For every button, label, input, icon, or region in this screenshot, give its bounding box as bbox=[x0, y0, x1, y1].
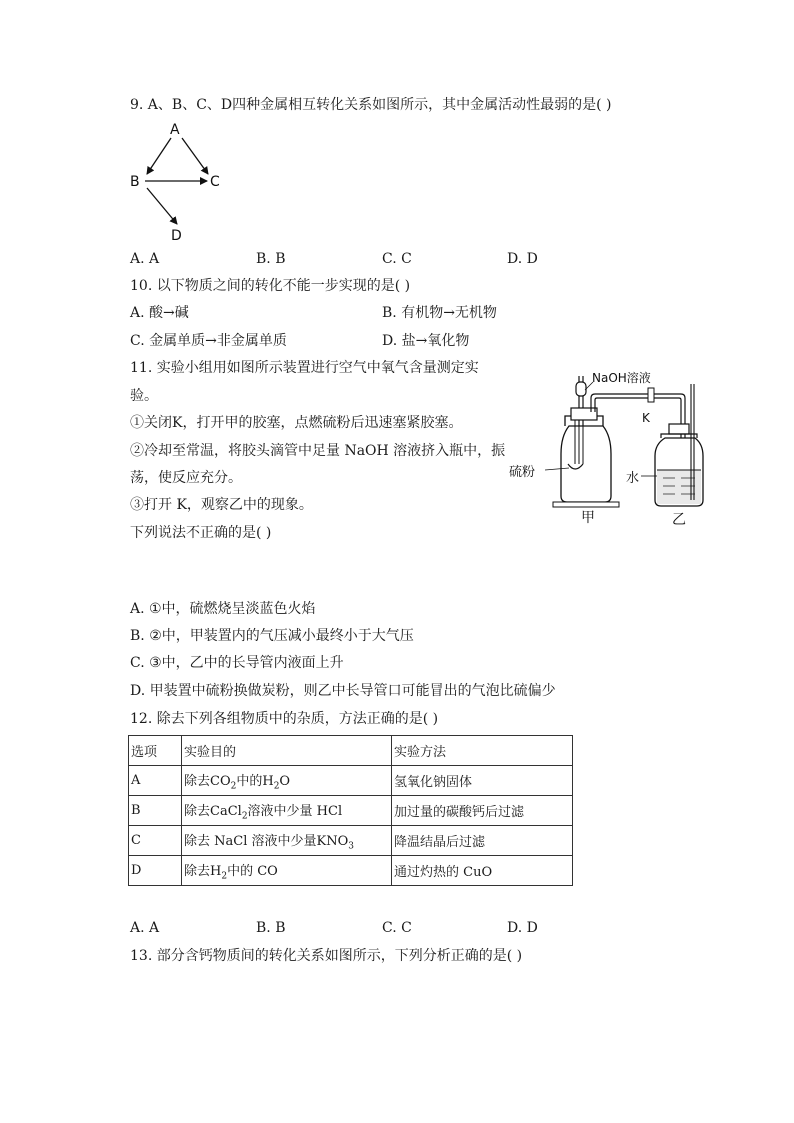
q11-step3: ③打开 K，观察乙中的现象。 bbox=[130, 497, 313, 513]
table-header-row bbox=[129, 736, 573, 766]
header-option: 选项 bbox=[129, 736, 182, 766]
q9-option-a[interactable]: A. A bbox=[130, 251, 160, 267]
row-method: 通过灼热的 CuO bbox=[392, 856, 573, 886]
row-purpose: 除去CaCl$_2$溶液中少量 HCl bbox=[182, 796, 392, 826]
q9-node-d: D bbox=[171, 228, 182, 244]
row-method: 加过量的碳酸钙后过滤 bbox=[392, 796, 573, 826]
q11-stem-line2: 验。 bbox=[130, 388, 158, 404]
q10-option-c[interactable]: C. 金属单质→非金属单质 bbox=[130, 333, 287, 349]
q13-stem: 13. 部分含钙物质间的转化关系如图所示，下列分析正确的是( ) bbox=[130, 948, 523, 964]
q11-option-d[interactable]: D. 甲装置中硫粉换做炭粉，则乙中长导管口可能冒出的气泡比硫偏少 bbox=[130, 683, 556, 699]
q12-stem: 12. 除去下列各组物质中的杂质，方法正确的是( ) bbox=[130, 711, 439, 727]
row-purpose: 除去$CO_2$中的$H_2O$ bbox=[182, 766, 392, 796]
header-method: 实验方法 bbox=[392, 736, 573, 766]
q9-node-b: B bbox=[130, 174, 140, 190]
q12-option-b[interactable]: B. B bbox=[256, 920, 286, 936]
q9-stem: 9. A、B、C、D四种金属相互转化关系如图所示，其中金属活动性最弱的是( ) bbox=[130, 97, 612, 113]
q12-option-a[interactable]: A. A bbox=[130, 920, 160, 936]
q10-stem: 10. 以下物质之间的转化不能一步实现的是( ) bbox=[130, 278, 411, 294]
q11-jia-label: 甲 bbox=[581, 510, 595, 526]
q11-k-label: K bbox=[642, 411, 650, 425]
q9-node-a: A bbox=[170, 122, 180, 138]
arrow-a-to-c bbox=[182, 138, 208, 174]
row-method: 降温结晶后过滤 bbox=[392, 826, 573, 856]
q11-step1: ①关闭K，打开甲的胶塞，点燃硫粉后迅速塞紧胶塞。 bbox=[130, 415, 463, 431]
q11-sulfur-label: 硫粉 bbox=[509, 465, 536, 480]
row-option: C bbox=[129, 826, 182, 856]
arrow-b-to-d bbox=[147, 188, 177, 224]
table-row bbox=[129, 766, 573, 796]
q10-option-b[interactable]: B. 有机物→无机物 bbox=[382, 305, 497, 321]
row-option: B bbox=[129, 796, 182, 826]
header-purpose: 实验目的 bbox=[182, 736, 392, 766]
q11-apparatus-figure bbox=[505, 364, 715, 530]
table-row bbox=[129, 856, 573, 886]
q11-option-c[interactable]: C. ③中，乙中的长导管内液面上升 bbox=[130, 655, 344, 671]
q12-option-d[interactable]: D. D bbox=[507, 920, 538, 936]
table-row bbox=[129, 826, 573, 856]
row-purpose: 除去$H_2$中的 CO bbox=[182, 856, 392, 886]
q12-table bbox=[128, 735, 573, 886]
arrow-a-to-b bbox=[147, 138, 171, 174]
row-option: A bbox=[129, 766, 182, 796]
table-row bbox=[129, 796, 573, 826]
row-option: D bbox=[129, 856, 182, 886]
q11-step2-line2: 荡，使反应充分。 bbox=[130, 470, 242, 486]
q11-step2-line1: ②冷却至常温，将胶头滴管中足量 NaOH 溶液挤入瓶中，振 bbox=[130, 443, 506, 459]
q11-naoh-label: NaOH溶液 bbox=[592, 371, 651, 385]
q9-option-b[interactable]: B. B bbox=[256, 251, 286, 267]
q9-option-d[interactable]: D. D bbox=[507, 251, 538, 267]
q11-water-label: 水 bbox=[626, 471, 640, 486]
row-purpose: 除去 NaCl 溶液中少量$KNO_3$ bbox=[182, 826, 392, 856]
q9-option-c[interactable]: C. C bbox=[382, 251, 412, 267]
row-method: 氢氧化钠固体 bbox=[392, 766, 573, 796]
q11-option-b[interactable]: B. ②中，甲装置内的气压减小最终小于大气压 bbox=[130, 628, 414, 644]
q9-node-c: C bbox=[210, 174, 220, 190]
q9-conversion-diagram bbox=[125, 118, 235, 246]
q10-option-d[interactable]: D. 盐→氧化物 bbox=[382, 333, 470, 349]
q12-option-c[interactable]: C. C bbox=[382, 920, 412, 936]
q11-stem-line1: 11. 实验小组用如图所示装置进行空气中氧气含量测定实 bbox=[130, 360, 479, 376]
q10-option-a[interactable]: A. 酸→碱 bbox=[130, 305, 189, 321]
q11-option-a[interactable]: A. ①中，硫燃烧呈淡蓝色火焰 bbox=[130, 601, 316, 617]
q11-question: 下列说法不正确的是( ) bbox=[130, 525, 272, 541]
q11-yi-label: 乙 bbox=[672, 512, 686, 528]
